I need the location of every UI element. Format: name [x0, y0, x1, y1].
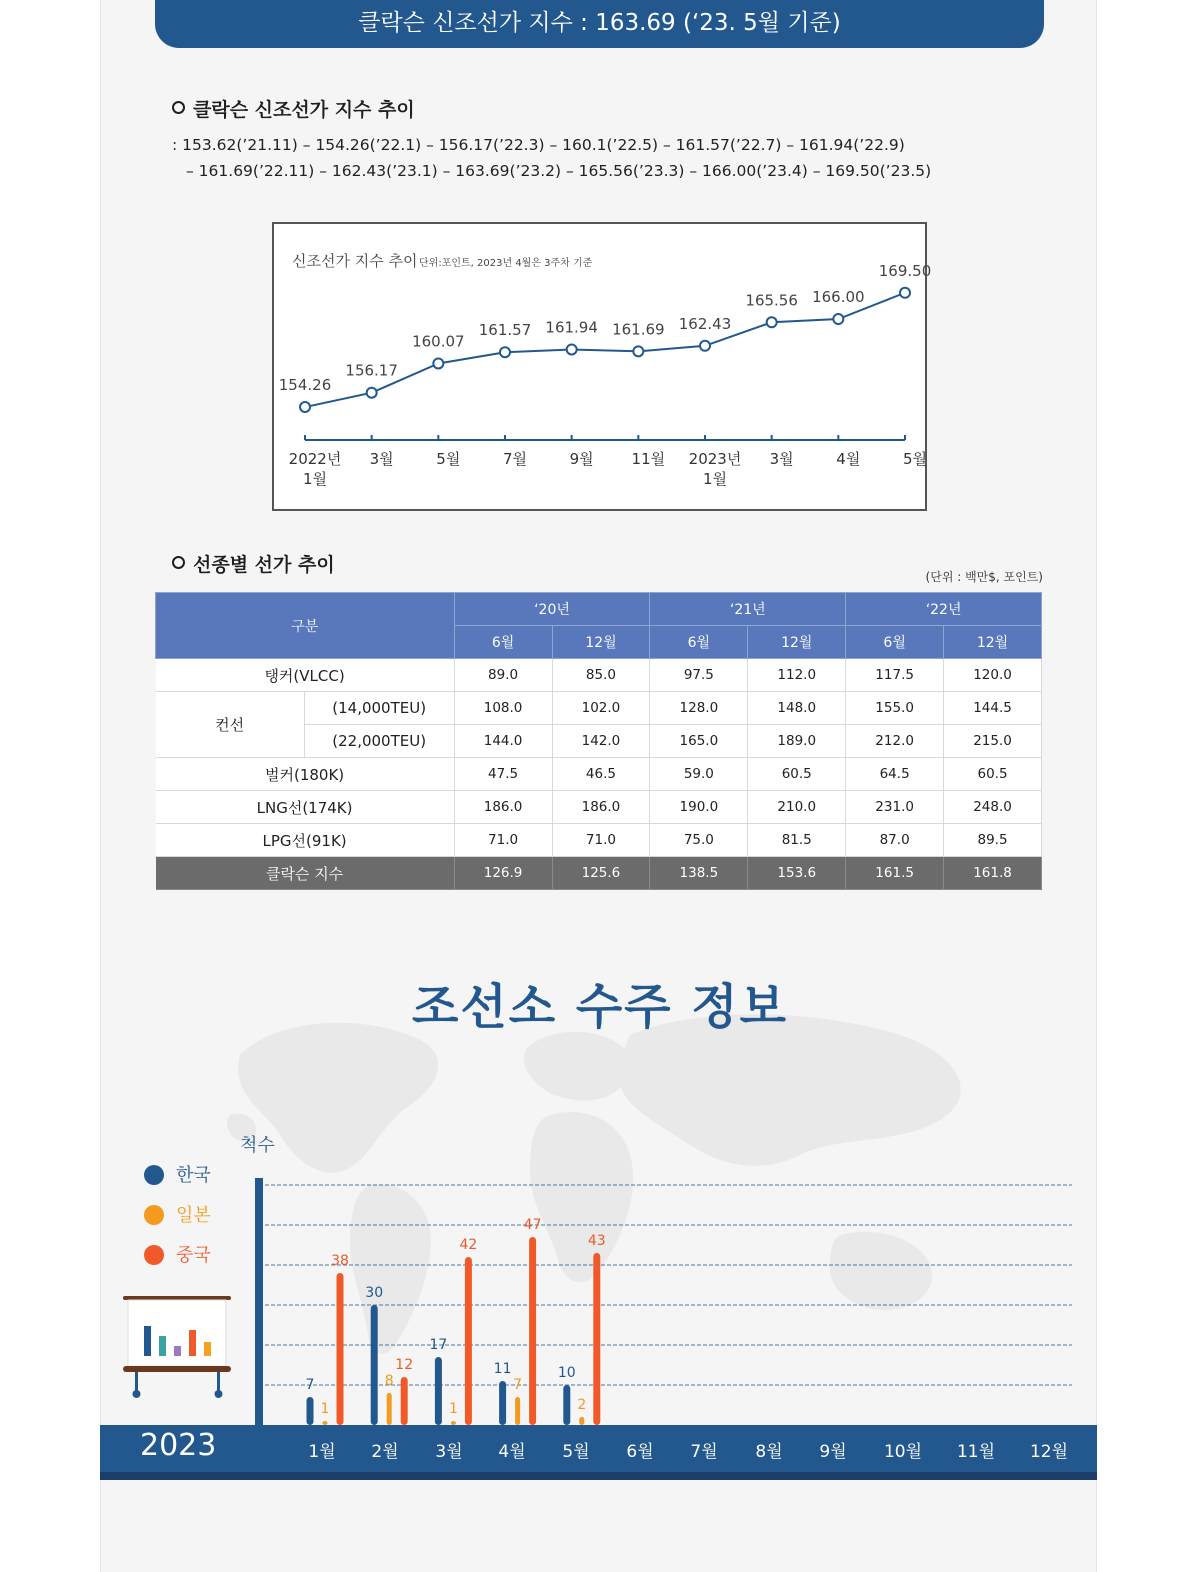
table-cell: 89.5	[944, 824, 1042, 857]
header-month: 6월	[846, 626, 944, 659]
bullet-icon	[172, 556, 185, 569]
bar-value-label: 2	[577, 1397, 587, 1413]
header-month: 12월	[944, 626, 1042, 659]
bar-value-label: 11	[493, 1361, 512, 1377]
row-label: LNG선(174K)	[156, 791, 455, 824]
timeline-month-label: 11월	[956, 1442, 996, 1462]
ship-price-table	[155, 592, 1042, 890]
data-point	[433, 358, 443, 368]
table-cell: 142.0	[552, 725, 650, 758]
data-point	[900, 288, 910, 298]
data-label: 162.43	[678, 314, 732, 333]
row-label: 탱커(VLCC)	[156, 659, 455, 692]
table-cell: 161.5	[846, 857, 944, 890]
table-header-row	[156, 593, 1042, 626]
timeline-month-label: 12월	[1029, 1442, 1069, 1462]
table-cell: 75.0	[650, 824, 748, 857]
row-label: LPG선(91K)	[156, 824, 455, 857]
line-chart	[274, 224, 932, 509]
bar	[465, 1257, 472, 1425]
section-title-text: 클락슨 신조선가 지수 추이	[193, 99, 415, 121]
bar	[593, 1253, 600, 1425]
row-label: 벌커(180K)	[156, 758, 455, 791]
bar-value-label: 10	[557, 1365, 576, 1381]
timeline-month-label: 10월	[883, 1442, 923, 1462]
timeline-year: 2023	[140, 1428, 217, 1463]
table-cell: 126.9	[454, 857, 552, 890]
y-axis-bar	[255, 1178, 263, 1425]
data-point	[300, 402, 310, 412]
table-cell: 248.0	[944, 791, 1042, 824]
x-tick-label: 5월	[436, 450, 461, 468]
table-cell: 161.8	[944, 857, 1042, 890]
data-label: 161.94	[545, 318, 598, 337]
row-label: (14,000TEU)	[304, 692, 454, 725]
bullet-icon	[172, 101, 185, 114]
timeline-month-label: 8월	[755, 1442, 783, 1462]
bar	[435, 1357, 442, 1425]
series-line	[305, 293, 905, 407]
timeline-month-label: 3월	[435, 1442, 463, 1462]
legend-label: 중국	[176, 1245, 211, 1266]
table-cell: 128.0	[650, 692, 748, 725]
table-cell: 231.0	[846, 791, 944, 824]
bar-value-label: 42	[459, 1237, 478, 1253]
orders-title: 조선소 수주 정보	[412, 979, 788, 1035]
x-tick-label: 11월	[631, 450, 666, 468]
index-series-line-1: : 153.62(’21.11) – 154.26(’22.1) – 156.17(’22.3) – 160.1(’22.5) – 161.57(’22.7) – 161.94(’22.9)	[172, 136, 905, 154]
table-cell: 47.5	[454, 758, 552, 791]
table-cell: 59.0	[650, 758, 748, 791]
x-tick-label: 3월	[769, 450, 794, 468]
table-row	[156, 758, 1042, 791]
index-banner: 클락슨 신조선가 지수 : 163.69 (‘23. 5월 기준)	[155, 0, 1044, 48]
table-cell: 102.0	[552, 692, 650, 725]
table-cell: 138.5	[650, 857, 748, 890]
table-cell: 117.5	[846, 659, 944, 692]
bar	[515, 1397, 520, 1425]
bar	[401, 1377, 408, 1425]
table-cell: 165.0	[650, 725, 748, 758]
data-point	[633, 346, 643, 356]
table-cell: 212.0	[846, 725, 944, 758]
timeline-month-label: 1월	[308, 1442, 336, 1462]
table-cell: 190.0	[650, 791, 748, 824]
table-cell: 144.0	[454, 725, 552, 758]
header-year: ‘21년	[650, 593, 846, 626]
timeline-month-label: 9월	[819, 1442, 847, 1462]
section-title-text: 선종별 선가 추이	[193, 554, 335, 576]
data-label: 160.07	[412, 332, 465, 351]
data-point	[567, 344, 577, 354]
bar	[387, 1393, 392, 1425]
table-cell: 112.0	[748, 659, 846, 692]
table-cell: 87.0	[846, 824, 944, 857]
bar	[371, 1305, 378, 1425]
data-label: 165.56	[745, 291, 798, 310]
data-label: 161.69	[612, 320, 665, 339]
data-label: 156.17	[345, 361, 398, 380]
bar-value-label: 47	[523, 1217, 542, 1233]
data-label: 169.50	[878, 261, 932, 280]
x-tick-label: 3월	[369, 450, 394, 468]
table-cell: 71.0	[454, 824, 552, 857]
header-month: 6월	[454, 626, 552, 659]
x-tick-label: 2023년 1월	[688, 450, 742, 488]
data-point	[500, 347, 510, 357]
bar-value-label: 7	[513, 1377, 523, 1393]
x-tick-label: 5월	[902, 450, 928, 468]
table-cell: 155.0	[846, 692, 944, 725]
row-group-label: 컨선	[156, 692, 305, 758]
bar	[579, 1417, 584, 1425]
header-group: 구분	[156, 593, 455, 659]
timeline-month-label: 2월	[371, 1442, 399, 1462]
timeline-month-label: 4월	[498, 1442, 526, 1462]
bar	[529, 1237, 536, 1425]
timeline-month-label: 5월	[562, 1442, 590, 1462]
table-cell: 108.0	[454, 692, 552, 725]
table-row	[156, 692, 1042, 725]
timeline-month-label: 7월	[690, 1442, 718, 1462]
x-tick-label: 7월	[502, 450, 528, 468]
table-cell: 60.5	[748, 758, 846, 791]
table-cell: 186.0	[552, 791, 650, 824]
index-series-line-2: – 161.69(’22.11) – 162.43(’23.1) – 163.69(’23.2) – 165.56(’23.3) – 166.00(’23.4) – 169.50(’23.5)	[186, 162, 932, 180]
table-cell: 125.6	[552, 857, 650, 890]
y-axis-label: 척수	[240, 1135, 275, 1156]
table-cell: 97.5	[650, 659, 748, 692]
data-point	[833, 314, 843, 324]
table-cell: 85.0	[552, 659, 650, 692]
bar-value-label: 38	[331, 1253, 349, 1269]
x-tick-label: 4월	[836, 450, 861, 468]
data-label: 161.57	[478, 321, 532, 340]
table-cell: 148.0	[748, 692, 846, 725]
table-row	[156, 824, 1042, 857]
bar-value-label: 12	[395, 1357, 414, 1373]
table-cell: 64.5	[846, 758, 944, 791]
table-row	[156, 791, 1042, 824]
bar-value-label: 30	[365, 1285, 384, 1301]
table-cell: 120.0	[944, 659, 1042, 692]
table-cell: 60.5	[944, 758, 1042, 791]
header-month: 12월	[552, 626, 650, 659]
legend-label: 일본	[176, 1205, 211, 1226]
timeline-bar-shadow	[100, 1472, 1097, 1480]
header-year: ‘22년	[846, 593, 1042, 626]
bar-value-label: 1	[320, 1401, 330, 1417]
row-label: 클락슨 지수	[156, 857, 455, 890]
bar	[337, 1273, 344, 1425]
table-row	[156, 659, 1042, 692]
table-cell: 71.0	[552, 824, 650, 857]
header-month: 12월	[748, 626, 846, 659]
line-chart-frame	[272, 222, 932, 511]
orders-bar-chart	[0, 1170, 1200, 1430]
header-year: ‘20년	[454, 593, 650, 626]
line-chart-subtitle: 단위:포인트, 2023년 4월은 3주차 기준	[419, 258, 593, 269]
table-cell: 144.5	[944, 692, 1042, 725]
table-total-row	[156, 857, 1042, 890]
unit-note: (단위 : 백만$, 포인트)	[925, 570, 1043, 584]
bar	[307, 1397, 314, 1425]
bar	[499, 1381, 506, 1425]
bar-value-label: 43	[587, 1233, 606, 1249]
data-point	[367, 388, 377, 398]
section-title-price-trend	[172, 550, 335, 577]
table-cell: 89.0	[454, 659, 552, 692]
line-chart-title: 신조선가 지수 추이	[292, 252, 418, 270]
table-cell: 189.0	[748, 725, 846, 758]
data-label: 154.26	[278, 376, 332, 395]
table-cell: 46.5	[552, 758, 650, 791]
table-cell: 81.5	[748, 824, 846, 857]
header-month: 6월	[650, 626, 748, 659]
bar-value-label: 8	[384, 1373, 394, 1389]
x-tick-label: 9월	[569, 450, 594, 468]
section-title-index-trend	[172, 95, 415, 122]
table-cell: 215.0	[944, 725, 1042, 758]
timeline-month-label: 6월	[626, 1442, 654, 1462]
legend-label: 한국	[176, 1165, 211, 1186]
row-label: (22,000TEU)	[304, 725, 454, 758]
table-cell: 210.0	[748, 791, 846, 824]
table-cell: 153.6	[748, 857, 846, 890]
table-cell: 186.0	[454, 791, 552, 824]
bar-value-label: 1	[448, 1401, 458, 1417]
bar-value-label: 7	[305, 1377, 315, 1393]
bar-value-label: 17	[429, 1337, 448, 1353]
data-label: 166.00	[812, 288, 865, 306]
x-tick-label: 2022년 1월	[288, 450, 342, 488]
data-point	[700, 341, 710, 351]
data-point	[767, 317, 777, 327]
bar	[563, 1385, 570, 1425]
